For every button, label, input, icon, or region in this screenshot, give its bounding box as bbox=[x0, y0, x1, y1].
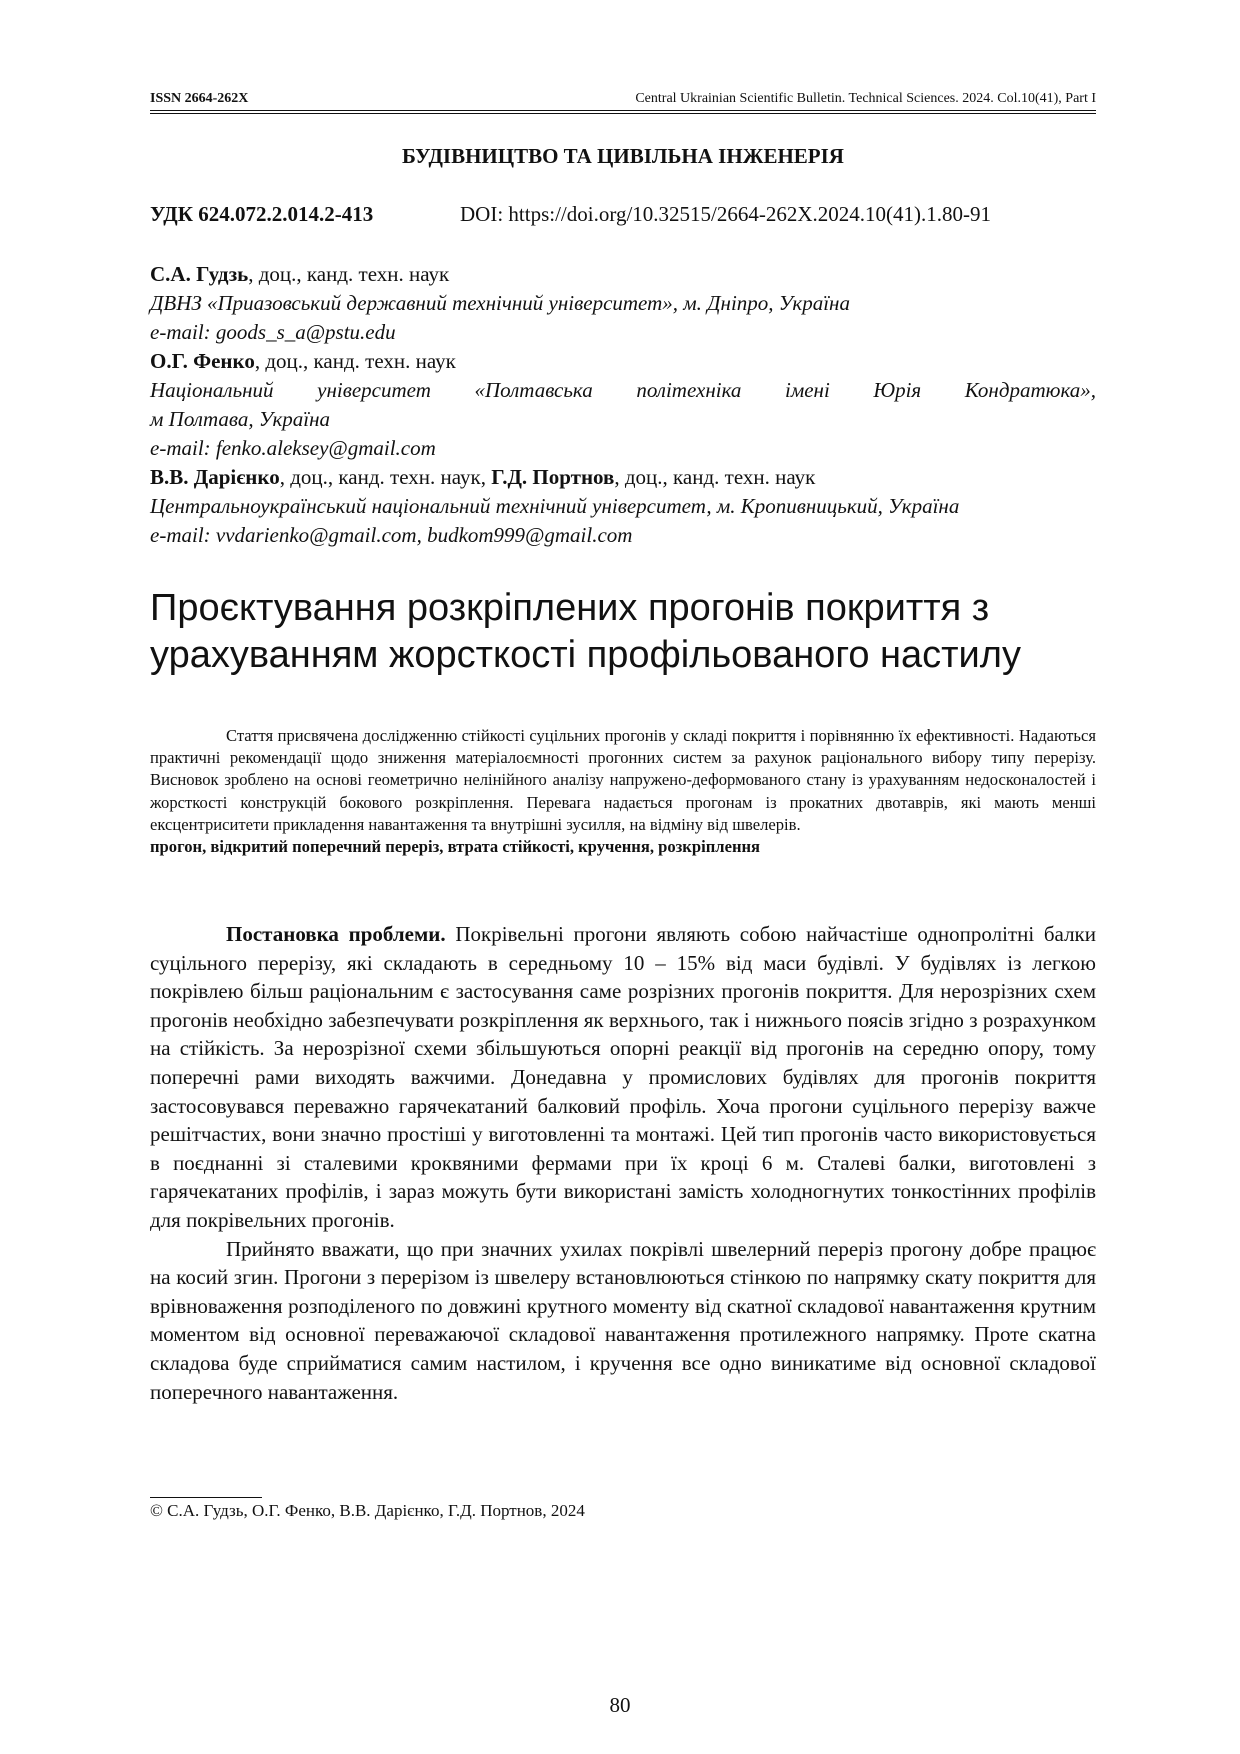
section-title: БУДІВНИЦТВО ТА ЦИВІЛЬНА ІНЖЕНЕРІЯ bbox=[402, 144, 844, 168]
issn: ISSN 2664-262X bbox=[150, 91, 249, 106]
footnote-rule bbox=[150, 1497, 262, 1498]
author-name: С.А. Гудзь bbox=[150, 262, 249, 286]
abstract-text: Стаття присвячена дослідженню стійкості суцільних прогонів у складі покриття і порівнянню їх ефективності. Надаються практичні рекомендації щодо зниження матеріалоємності прогонних систем за рахунок раціонального вибору типу перерізу. Висновок зроблено на основі геометрично нелінійного аналізу напружено-деформованого стану із урахуванням недосконалостей і жорсткості конструкцій бокового розкріплення. Перевага надається прогонам із прокатних двотаврів, які мають менші ексцентриситети прикладення навантаження та внутрішні зусилля, на відміну від швелерів. bbox=[150, 726, 1096, 834]
page-number: 80 bbox=[609, 1693, 631, 1717]
author-block bbox=[150, 260, 1096, 550]
keywords: прогон, відкритий поперечний переріз, втрата стійкості, кручення, розкріплення bbox=[150, 837, 761, 857]
author-degree: , доц., канд. техн. наук, bbox=[279, 465, 492, 489]
author-degree: , доц., канд. техн. наук bbox=[254, 349, 456, 373]
paragraph: Прийнято вважати, що при значних ухилах покрівлі швелерний переріз прогону добре працює на косий згин. Прогони з перерізом із швелеру встановлюються стінкою по напрямку скату покриття для врівноваження розподіленого по довжині крутного моменту від скатної складової навантаження крутним моментом від основної переважаючої складової навантаження протилежного напрямку. Проте скатна складова буде сприйматися самим настилом, і кручення все одно виникатиме від основної складової поперечного навантаження. bbox=[150, 1236, 1096, 1404]
running-header bbox=[150, 88, 1096, 114]
body-text bbox=[150, 920, 1096, 1406]
article-title bbox=[150, 585, 1096, 679]
copyright-footnote: © С.А. Гудзь, О.Г. Фенко, В.В. Дарієнко, Г.Д. Портнов, 2024 bbox=[150, 1501, 585, 1520]
journal-citation: Central Ukrainian Scientific Bulletin. Technical Sciences. 2024. Col.10(41), Part I bbox=[635, 91, 1096, 106]
author-degree: , доц., канд. техн. наук bbox=[248, 262, 450, 286]
author-degree: , доц., канд. техн. наук bbox=[614, 465, 816, 489]
author-name: В.В. Дарієнко bbox=[150, 465, 280, 489]
author-affiliation: ДВНЗ «Приазовський державний технічний університет», м. Дніпро, Україна bbox=[150, 291, 850, 315]
title-line: Проєктування розкріплених прогонів покриття з bbox=[150, 587, 990, 629]
udk-code: УДК 624.072.2.014.2-413 bbox=[150, 202, 374, 226]
author-email[interactable]: e-mail: goods_s_a@pstu.edu bbox=[150, 320, 396, 344]
author-affiliation: Центральноукраїнський національний технічний університет, м. Кропивницький, Україна bbox=[150, 494, 960, 518]
udk-doi-line bbox=[150, 200, 1096, 228]
author-affiliation-city: м Полтава, Україна bbox=[150, 407, 331, 431]
author-name: Г.Д. Портнов bbox=[491, 465, 615, 489]
author-email[interactable]: e-mail: fenko.aleksey@gmail.com bbox=[150, 436, 436, 460]
paragraph: Постановка проблеми. Покрівельні прогони являють собою найчастіше однопролітні балки суцільного перерізу, які складають в середньому 10 – 15% від маси будівлі. У будівлях із легкою покрівлею більш раціональним є застосування саме розрізних прогонів покриття. Для нерозрізних схем прогонів необхідно забезпечувати розкріплення як верхнього, так і нижнього поясів згідно з розрахунком на стійкість. За нерозрізної схеми збільшуються опорні реакції від прогонів на середню опору, тому поперечні рами виходять важчими. Донедавна у промислових будівлях для прогонів покриття застосовувався переважно гарячекатаний балковий профіль. Хоча прогони суцільного перерізу важче решітчастих, вони значно простіші у виготовленні та монтажі. Цей тип прогонів часто використовується в поєднанні зі сталевими кроквяними фермами при їх кроці 6 м. Сталеві балки, виготовлені з гарячекатаних профілів, і зараз можуть бути використані замість холодногнутих тонкостінних профілів для покрівельних прогонів. bbox=[150, 922, 1096, 1232]
paragraph-lead: Постановка проблеми. bbox=[226, 922, 446, 946]
author-email[interactable]: e-mail: vvdarienko@gmail.com, budkom999@gmail.com bbox=[150, 523, 633, 547]
title-line: урахуванням жорсткості профільованого настилу bbox=[150, 634, 1021, 676]
doi-link[interactable]: DOI: https://doi.org/10.32515/2664-262X.2024.10(41).1.80-91 bbox=[460, 202, 992, 226]
author-line bbox=[150, 347, 1096, 376]
author-name: О.Г. Фенко bbox=[150, 349, 255, 373]
author-line bbox=[150, 463, 1096, 492]
abstract bbox=[150, 725, 1096, 858]
author-affiliation: Національний університет «Полтавська політехніка імені Юрія Кондратюка», bbox=[150, 378, 1096, 402]
author-line bbox=[150, 260, 1096, 289]
